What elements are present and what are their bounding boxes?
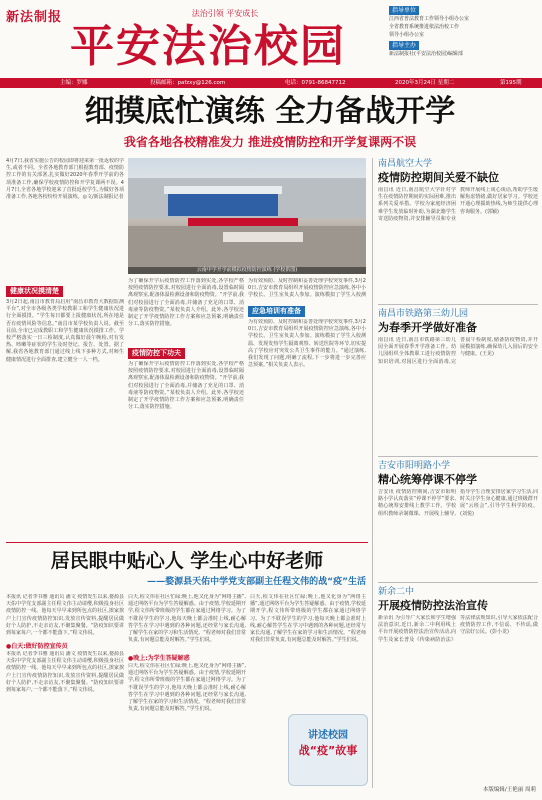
host-line: 新法制报社(平安法治校园)编辑部 (389, 51, 463, 57)
feature-subhead: ——婺源县天佑中学党支部副主任程文伟的战“疫”生活 (147, 577, 366, 587)
feature-headline: 居民眼中贴心人 学生心中好老师 (50, 550, 324, 572)
feature-text: 本报讯 记者李书雅 通讯员 潘文 疫情发生以来,婺源县天佑中学党支部副主任程文伟主动请缨,积极投身社区疫情防控一线。他每天早早来到所包点的社区,挨家挨户上门宣传疫情防控知识,发放宣传资料,提醒居民做好个人防护,不走亲访友,不聚集聚餐。“防疫知识要讲到每家每户,一个都不能落下。”程文伟说。 (6, 594, 124, 637)
info-phone: 电话：0791-86847712 (285, 80, 346, 86)
side-school: 南昌市铁路第三幼儿园 (378, 309, 469, 319)
feature-item-label: ●白天:做好防控宣传员 (6, 643, 68, 650)
side-school: 新余二中 (378, 587, 415, 597)
section-text: 3月2日起,南昌市教育局启用“南昌市教育大数据监测平台”,对全市各级各类学校教职工和学生健康状况进行全面摸排。“学生每日都要上报健康状况,所在地是否有疫情风险等信息。”南昌市某学校负责人说。截至目前,全市已完成教职工和学生健康状况摸排工作。学校严格落实一日三检制度,认真做好晨午晚检,对有发热、咳嗽等症状的学生及时登记、报告、处置。据了解,我省各地教育部门通过线上线下多种方式,对师生健康情况进行全面排查,建立健全一人一档。 (6, 299, 124, 363)
section-divider (6, 542, 368, 543)
section-text: 为了确保开学后疫情防控工作落到实处,各学校严格按照疫情防控要求,对校园进行全面消毒,设置临时隔离观察室,配备体温检测设备和防疫物资。“开学前,我们对校园进行了全面消毒,并储备了充足的口罩、消毒液等防疫物资。”某校负责人介绍。此外,各学校还制定了开学疫情防控工作方案和应急预案,明确责任分工,落实防控措施。 (128, 278, 244, 328)
guide-line: 江西省普法教育工作领导小组办公室 (389, 16, 470, 22)
section-label: 健康状况摸清楚 (6, 286, 63, 297)
feature-text: 白天,程文伟在社区忙碌;晚上,他又化身为“网络主播”,通过网络平台为学生答疑解惑。由于疫情,学校延期开学,程文伟所带班级的学生都在家通过网络学习。为了不耽误学生的学习,他每天晚上都会准时上线,耐心解答学生在学习中遇到的各种问题,还经常与家长沟通,了解学生在家的学习和生活情况。“程老师对我们非常负责,有问题总能及时解答。”学生们说。 (128, 594, 246, 644)
page-footer: 本版编辑/王艳丽 周莉 (482, 787, 536, 793)
side-school: 吉安市阳明路小学 (378, 461, 451, 471)
masthead-slogan: 法治引领 平安成长 (191, 9, 259, 18)
side-story (378, 308, 538, 452)
photo-table (223, 232, 303, 242)
side-divider (378, 456, 538, 457)
section-text-cont: 为了确保开学后疫情防控工作落到实处,各学校严格按照疫情防控要求,对校园进行全面消毒,设置临时隔离观察室,配备体温检测设备和防疫物资。“开学前,我们对校园进行了全面消毒,并储备了充足的口罩、消毒液等防疫物资。”某校负责人介绍。此外,各学校还制定了开学疫情防控工作方案和应急预案,明确责任分工,落实防控措施。 (128, 361, 244, 411)
info-page: 第195期 (500, 80, 522, 86)
lead-headline: 细摸底忙演练 全力备战开学 (84, 94, 456, 129)
info-bar (0, 78, 542, 88)
side-headline: 为春季开学做好准备 (378, 321, 477, 334)
paper-name: 新法制报 (6, 10, 63, 25)
side-text: 南昌讯 近日,南昌市铁路第三幼儿园全面开展春季开学准备工作。幼儿园组织全体教职工进行疫情防控知识培训,对园区进行全面消毒,完善晨午检制度,储备防疫物资,并开展模拟演练,确保幼儿入园后的安全与健康。(王见) (378, 337, 538, 365)
section-label: 应急培训有准备 (248, 306, 305, 317)
guide-box (389, 6, 537, 78)
lead-col-2 (128, 278, 244, 536)
side-divider (378, 582, 538, 583)
stamp-line2: 战“疫”故事 (298, 744, 358, 757)
side-headline: 开展疫情防控法治宣传 (378, 599, 488, 612)
feature-col-1 (6, 594, 124, 790)
photo-caption: 云南中学开学前模拟疫情防控演练 (学校供图) (128, 267, 366, 274)
side-divider (378, 304, 538, 305)
photo-tent-roof (164, 186, 282, 194)
section-label: 疫情防控下功夫 (128, 348, 185, 359)
host-label: 指导主办 (389, 41, 419, 50)
guide-line: 领导小组办公室 (389, 32, 425, 38)
section-text: 为有效预防、及时控制和妥善处理学校突发事件,3月20日,吉安市教育局组织开展疫情防控应急演练,各中小学校长、卫生室负责人参加。演练模拟了学生入校测 (248, 278, 366, 298)
lead-intro: 4月7日,我省实施公告的校园即将迎来第一批返校的学生,或者不同。全省各地教育部门根据教育部、疫情防控工作的有关部署,扎实做好2020年春季开学前的各项准备工作,确保学校疫情防控和开学复课两不误。4月7日,全省各地学校迎来了首批返校学生,为做好各项准备工作,各地各校纷纷开展演练。◎文/新法制报记者 (6, 158, 124, 201)
side-headline: 精心统筹停课不停学 (378, 473, 477, 486)
guide-label: 指导单位 (389, 6, 419, 15)
side-text: 新余讯 为引导广大家长和学生增强法治意识,近日,新余二中利用线上平台开展疫情防控法治宣传活动,向学生及家长普及《传染病防治法》等法律法规知识,引导大家依法配合疫情防控工作,不信谣、不传谣,做守法好公民。(彭小龙) (378, 615, 538, 643)
column-divider (372, 158, 373, 788)
info-date: 2020年3月24日 星期二 (395, 80, 455, 86)
side-story (378, 586, 538, 782)
side-text: 吉安讯 疫情防控期间,吉安市阳明路小学认真落实“停课不停学”要求,精心统筹安排线上教学工作。学校组织教师录制微课、开展线上辅导,指导学生合理安排居家学习生活,同时关注学生身心健康,通过班级群开展“云班会”,引导学生科学防疫。(刘悦) (378, 489, 538, 517)
lead-subhead: 我省各地各校精准发力 推进疫情防控和开学复课两不误 (123, 135, 417, 149)
feature-item-label: ●晚上:为学生答疑解惑 (128, 655, 190, 662)
photo-banner (188, 218, 298, 226)
guide-line: 全省教育系统推进依法治校工作 (389, 24, 460, 30)
feature-text-cont: 本报讯 记者李书雅 通讯员 潘文 疫情发生以来,婺源县天佑中学党支部副主任程文伟主动请缨,积极投身社区疫情防控一线。他每天早早来到所包点的社区,挨家挨户上门宣传疫情防控知识,发放宣传资料,提醒居民做好个人防护,不走亲访友,不聚集聚餐。“防疫知识要讲到每家每户,一个都不能落下。”程文伟说。 (6, 651, 124, 694)
lead-col-1 (6, 278, 124, 536)
feature-text: 白天,程文伟在社区忙碌;晚上,他又化身为“网络主播”,通过网络平台为学生答疑解惑。由于疫情,学校延期开学,程文伟所带班级的学生都在家通过网络学习。为了不耽误学生的学习,他每天晚上都会准时上线,耐心解答学生在学习中遇到的各种问题,还经常与家长沟通,了解学生在家的学习和生活情况。“程老师对我们非常负责,有问题总能及时解答。”学生们说。 (250, 594, 366, 644)
side-school: 南昌航空大学 (378, 159, 433, 169)
side-story (378, 460, 538, 580)
masthead-title: 平安法治校园 (70, 21, 346, 72)
info-email: 投稿邮箱：pafzxy@126.com (150, 80, 226, 86)
section-text-cont: 为有效预防、及时控制和妥善处理学校突发事件,3月20日,吉安市教育局组织开展疫情防控应急演练,各中小学校长、卫生室负责人参加。演练模拟了学生入校测温、发现发热学生隔离观察、转送医院等环节,切实提高了学校应对突发公共卫生事件的能力。“通过演练,我们发现了问题,明确了流程,下一步将进一步完善应急预案。”相关负责人表示。 (248, 319, 366, 369)
info-editor: 主编：罗娜 (60, 80, 88, 86)
lead-photo (128, 158, 366, 274)
side-story (378, 158, 538, 302)
side-text: 南昌讯 近日,南昌航空大学针对学生在疫情防控期间的实际困难,推出系列关爱举措。学校为家庭经济困难学生发放临时补助,为湖北籍学生寄送防疫物资,并安排辅导员和专业教师开展线上谈心谈话,帮助学生缓解焦虑情绪,做好居家学习。学校还开通心理援助热线,为师生提供心理咨询服务。(郭颖) (378, 187, 538, 222)
feature-text-cont: 白天,程文伟在社区忙碌;晚上,他又化身为“网络主播”,通过网络平台为学生答疑解惑。由于疫情,学校延期开学,程文伟所带班级的学生都在家通过网络学习。为了不耽误学生的学习,他每天晚上都会准时上线,耐心解答学生在学习中遇到的各种问题,还经常与家长沟通,了解学生在家的学习和生活情况。“程老师对我们非常负责,有问题总能及时解答。”学生们说。 (128, 663, 246, 713)
side-headline: 疫情防控期间关爱不缺位 (378, 171, 499, 184)
lead-col-3 (248, 278, 366, 536)
story-stamp (288, 714, 368, 786)
photo-tent (168, 192, 278, 216)
stamp-line1: 讲述校园 (308, 730, 348, 741)
feature-col-2 (128, 594, 246, 790)
